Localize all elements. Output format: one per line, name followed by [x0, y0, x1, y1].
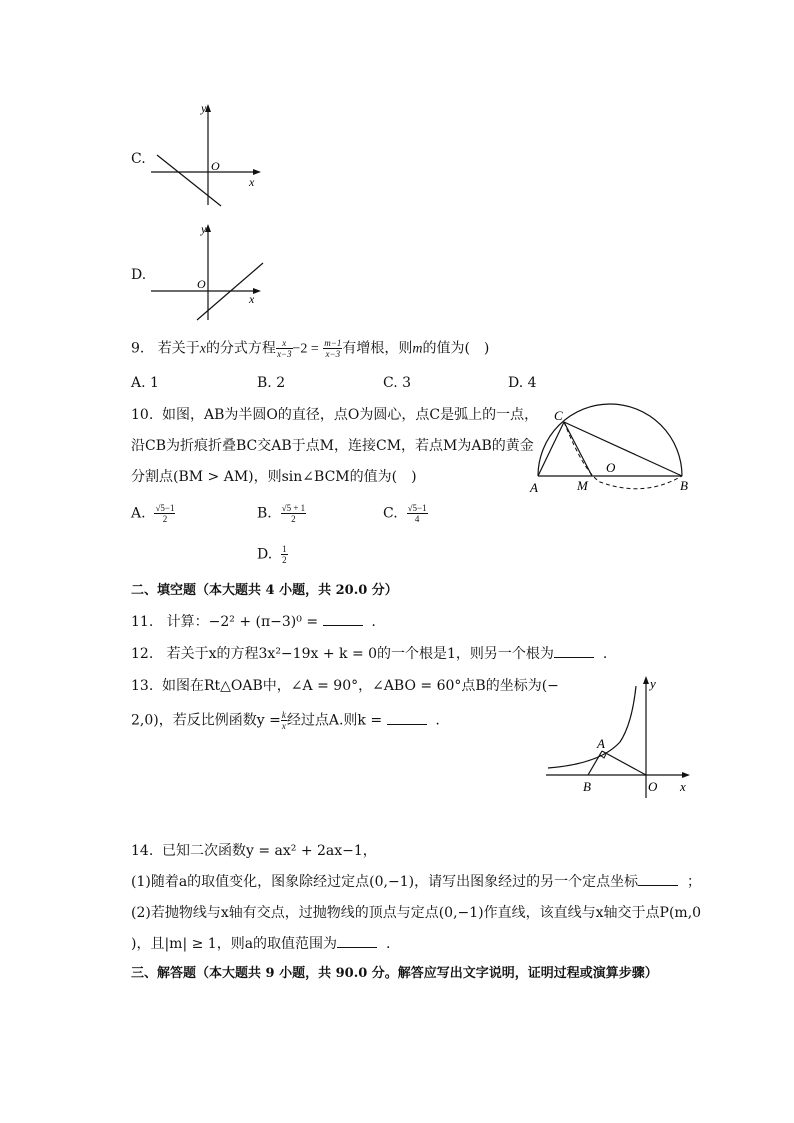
fraction [323, 338, 342, 359]
q9-text: 的值为( ) [422, 340, 490, 357]
q9-text: 有增根，则 [342, 340, 413, 357]
question-10-line3: 分割点(BM > AM)，则sin∠BCM的值为( ) [131, 469, 417, 485]
question-number: 12. [131, 646, 154, 662]
q9-var-x: x [199, 341, 206, 357]
question-9 [131, 338, 489, 359]
numerator: x [276, 338, 293, 349]
denominator: 2 [282, 555, 287, 565]
q14-end: . [385, 936, 391, 952]
point-a-label: A [597, 736, 605, 751]
origin-label: O [648, 779, 658, 794]
q10-option-d[interactable] [257, 544, 288, 565]
denominator: x [281, 721, 286, 731]
graph-option-c [145, 100, 265, 210]
q10-semicircle-figure [526, 398, 698, 498]
q14-end: ； [687, 874, 702, 890]
numerator: m−1 [324, 338, 342, 348]
q11-text: 计算：−2² + (π−3)⁰ = [166, 614, 323, 630]
section-2-heading: 二、填空题（本大题共 4 小题，共 20.0 分） [131, 583, 398, 598]
numerator: √5 + 1 [281, 503, 306, 513]
denominator: x−3 [325, 349, 341, 359]
question-13-line2 [131, 710, 440, 731]
fraction [281, 503, 307, 524]
option-label: A. [131, 505, 146, 522]
q9-option-c[interactable]: C. 3 [383, 375, 412, 391]
axis-y-label: y [201, 222, 207, 236]
point-c-label: C [554, 408, 563, 423]
option-label: C. [383, 505, 398, 522]
q12-end: . [602, 646, 608, 662]
denominator: 2 [291, 514, 296, 524]
axis-y-label: y [650, 676, 656, 691]
question-number: 9. [131, 340, 145, 357]
axis-y-label: y [201, 101, 207, 115]
q10-option-a[interactable] [131, 503, 175, 524]
graph-option-d [145, 220, 270, 325]
q9-var-m: m [412, 341, 423, 357]
section-3-heading: 三、解答题（本大题共 9 小题，共 90.0 分。解答应写出文字说明，证明过程或演算步骤） [131, 966, 658, 981]
fraction [276, 338, 293, 359]
option-label: D. [257, 546, 273, 563]
answer-blank[interactable] [387, 712, 427, 725]
q10-option-c[interactable] [383, 503, 428, 524]
q9-math: −2 = [292, 341, 319, 357]
answer-blank[interactable] [554, 645, 594, 658]
answer-blank[interactable] [323, 613, 363, 626]
point-m-label: M [577, 478, 588, 493]
origin-label: O [197, 277, 206, 291]
question-13-line1: 如图在Rt△OAB中，∠A = 90°，∠ABO = 60°点B的坐标为(− [162, 678, 559, 694]
q10-option-b[interactable] [257, 503, 306, 524]
q14-text: )，且|m| ≥ 1，则a的取值范围为 [131, 936, 338, 952]
q9-text: 若关于 [157, 340, 200, 357]
point-a-label: A [530, 480, 538, 495]
fraction [281, 544, 288, 565]
q9-text: 的分式方程 [205, 340, 276, 357]
numerator: √5−1 [155, 503, 175, 513]
q9-option-a[interactable]: A. 1 [131, 375, 159, 391]
denominator: x−3 [276, 349, 292, 359]
axis-x-label: x [249, 175, 255, 189]
point-b-label: B [583, 779, 591, 794]
denominator: 2 [162, 514, 168, 524]
q13-hyperbola-figure [540, 672, 700, 800]
q12-text: 若关于x的方程3x²−19x + k = 0的一个根是1，则另一个根为 [166, 646, 554, 662]
option-c-label: C. [131, 151, 146, 167]
option-label: B. [257, 505, 272, 522]
q14-text: (1)随着a的取值变化，图象除经过定点(0,−1)，请写出图象经过的另一个定点坐标 [131, 874, 639, 890]
question-11 [131, 613, 376, 631]
axis-x-label: x [249, 292, 255, 306]
question-10-line2: 沿CB为折痕折叠BC交AB于点M，连接CM，若点M为AB的黄金 [131, 438, 534, 454]
question-number: 11. [131, 614, 154, 630]
question-14-line1: 已知二次函数y = ax² + 2ax−1， [162, 843, 377, 859]
point-o-label: O [606, 460, 616, 475]
q13-text: 2,0)，若反比例函数y = [131, 712, 281, 729]
question-14-line4 [131, 935, 390, 953]
axis-x-label: x [680, 779, 686, 794]
question-10-number: 10. [131, 407, 154, 423]
q13-text: 经过点A.则k = [286, 712, 387, 729]
answer-blank[interactable] [337, 935, 377, 948]
question-14-number: 14. [131, 843, 154, 859]
numerator: √5−1 [407, 503, 427, 513]
q9-option-b[interactable]: B. 2 [257, 375, 286, 391]
question-10-line1: 如图，AB为半圆O的直径，点O为圆心，点C是弧上的一点， [162, 407, 539, 423]
question-14-line2 [131, 873, 701, 891]
point-b-label: B [680, 478, 688, 493]
answer-blank[interactable] [638, 873, 678, 886]
question-14-line3: (2)若抛物线与x轴有交点，过抛物线的顶点与定点(0,−1)作直线，该直线与x轴交于点P(m,0 [131, 905, 702, 921]
origin-label: O [211, 159, 220, 173]
numerator: 1 [282, 544, 287, 554]
question-13-number: 13. [131, 678, 154, 694]
numerator: k [281, 710, 286, 720]
fraction [407, 503, 428, 524]
q11-end: . [371, 614, 376, 630]
denominator: 4 [414, 514, 420, 524]
question-12 [131, 645, 607, 663]
q9-option-d[interactable]: D. 4 [508, 375, 537, 391]
fraction [154, 503, 175, 524]
option-d-label: D. [131, 267, 147, 283]
q13-end: . [435, 712, 440, 729]
